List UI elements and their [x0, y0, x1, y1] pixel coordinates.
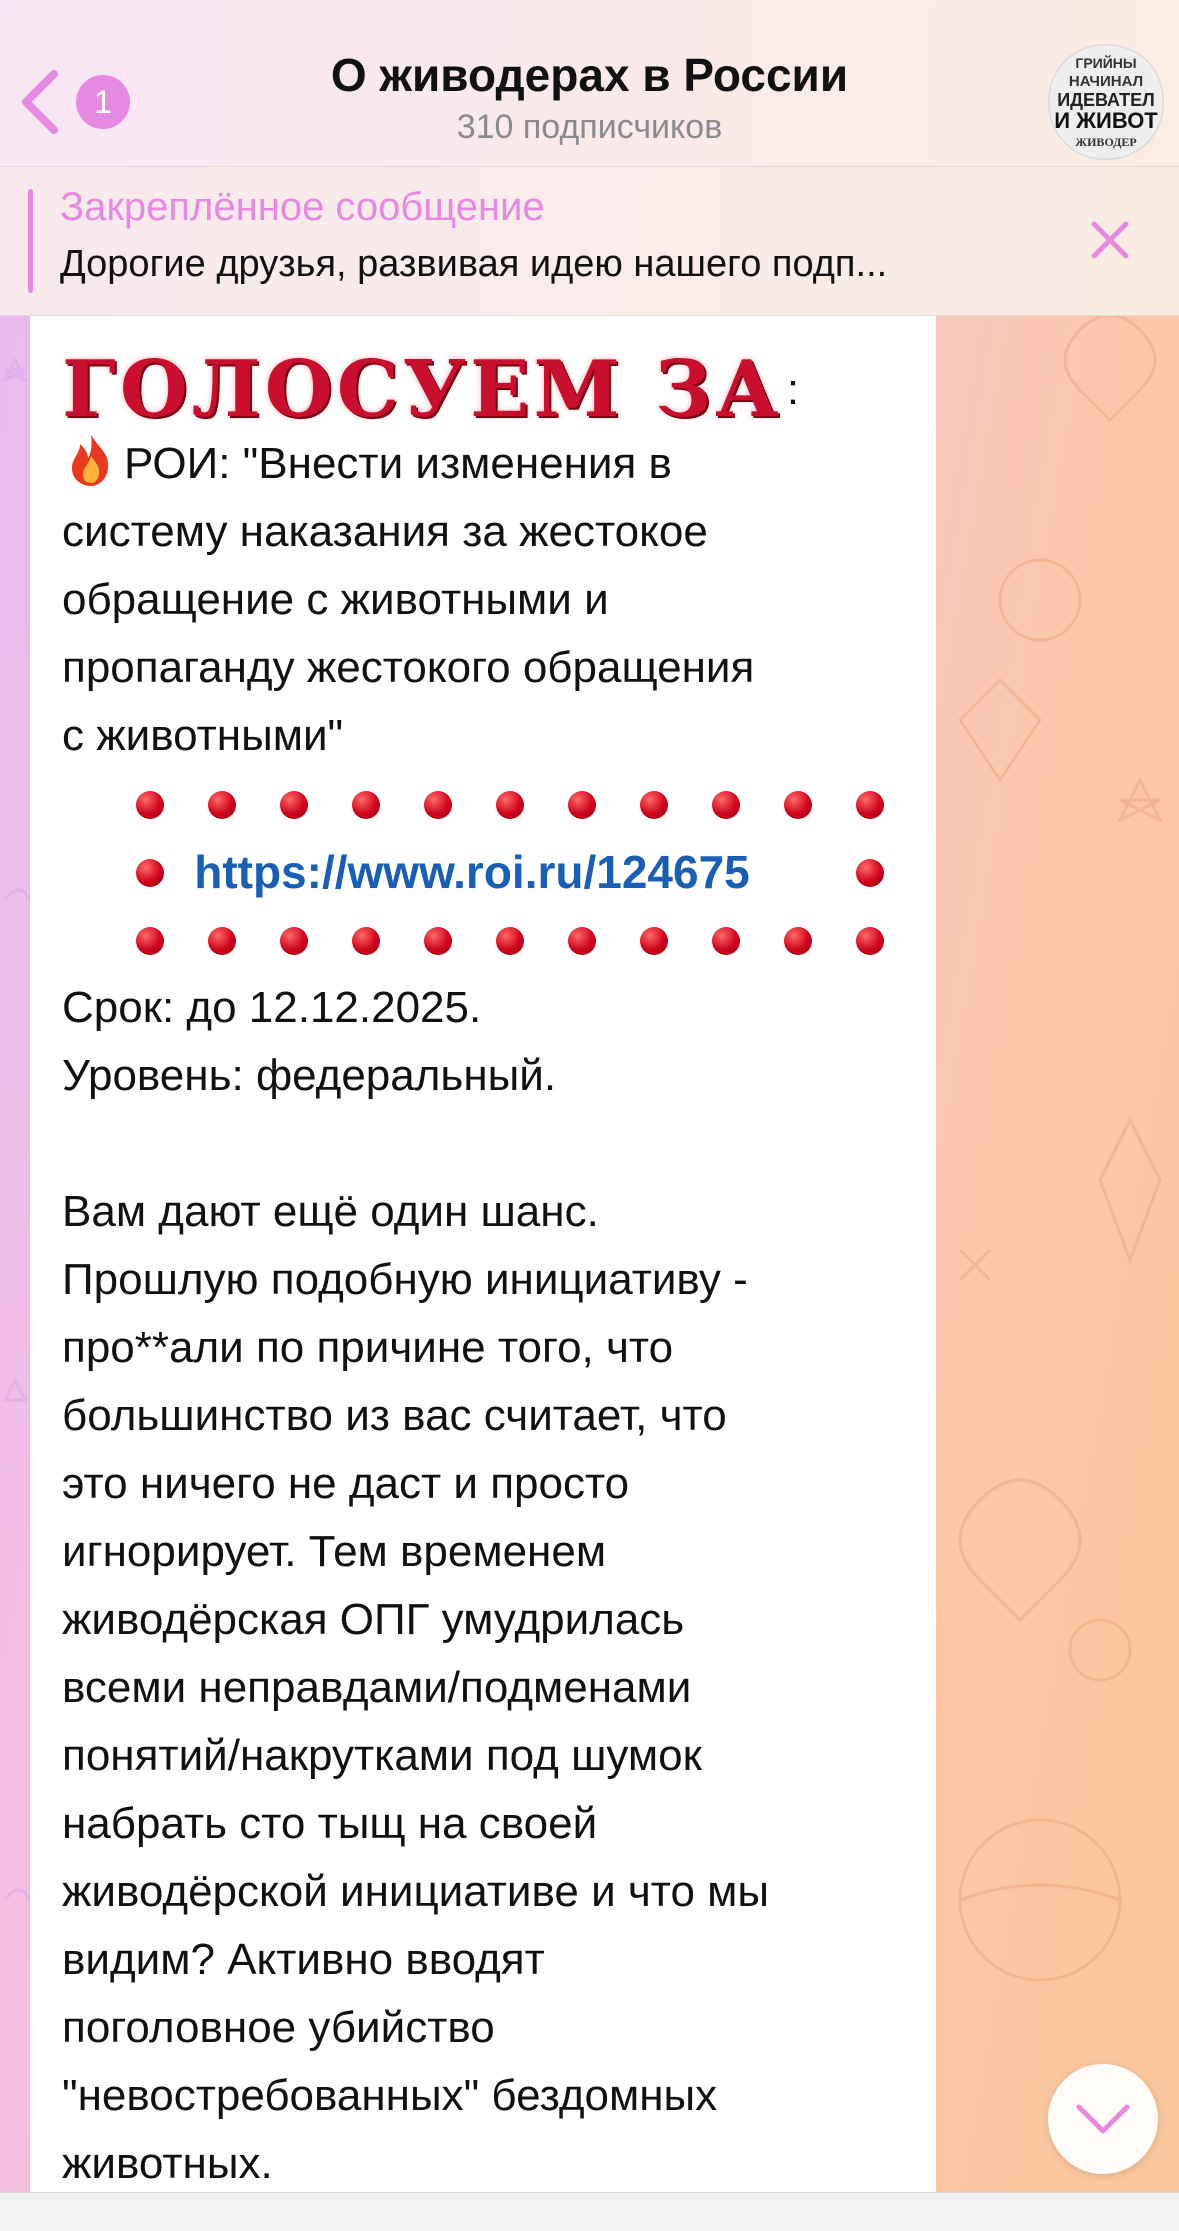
body-line: поголовное убийство [62, 2003, 495, 2052]
intro-line: систему наказания за жестокое [62, 507, 708, 556]
dot [424, 791, 452, 819]
dot [568, 791, 596, 819]
chat-title[interactable]: О живодерах в России [330, 49, 849, 101]
dot [496, 927, 524, 955]
channel-avatar[interactable] [1048, 44, 1164, 160]
avatar-line-2: НАЧИНАЛ [1068, 73, 1144, 90]
dot [496, 791, 524, 819]
body-line: всеми неправдами/подменами [62, 1663, 692, 1712]
dot [136, 791, 164, 819]
bottom-bar [0, 2192, 1179, 2231]
blank-line [62, 1110, 932, 1178]
dot [856, 859, 884, 887]
intro-line-text: РОИ: "Внести изменения в [124, 439, 672, 488]
body-line: набрать сто тыщ на своей [62, 1799, 598, 1848]
dot [136, 927, 164, 955]
pinned-title: Закреплённое сообщение [60, 185, 545, 229]
close-icon[interactable] [1086, 216, 1134, 264]
level-text: Уровень: федеральный. [62, 1051, 557, 1100]
body-line: видим? Активно вводят [62, 1935, 545, 1984]
pinned-accent-line [28, 189, 33, 293]
message-bubble [30, 316, 936, 2192]
decorative-dots-bottom [62, 906, 932, 974]
dot [712, 791, 740, 819]
dot [280, 791, 308, 819]
chevron-down-icon [1073, 2099, 1133, 2139]
chat-header [0, 0, 1179, 167]
dot [640, 927, 668, 955]
dot [640, 791, 668, 819]
avatar-image [1050, 46, 1162, 158]
dot [280, 927, 308, 955]
body-line: животных. [62, 2139, 273, 2188]
avatar-line-5: ЖИВОДЕР [1075, 135, 1137, 149]
avatar-line-1: ГРИЙНЫ [1075, 55, 1137, 71]
dot [208, 791, 236, 819]
dot [352, 791, 380, 819]
dot [208, 927, 236, 955]
deadline-text: Срок: до 12.12.2025. [62, 983, 482, 1032]
pinned-preview: Дорогие друзья, развивая идею нашего подп... [60, 243, 888, 285]
vote-heading-colon: : [786, 365, 800, 414]
intro-line: обращение с животными и [62, 575, 609, 624]
avatar-line-3: ИДЕВАТЕЛ [1057, 90, 1155, 110]
decorative-dots-top [62, 770, 932, 838]
dot [784, 791, 812, 819]
dot [856, 927, 884, 955]
intro-line: пропаганду жестокого обращения [62, 643, 755, 692]
body-line: Прошлую подобную инициативу - [62, 1255, 748, 1304]
scroll-to-bottom-button[interactable] [1048, 2064, 1158, 2174]
dot [784, 927, 812, 955]
vote-heading-art: ГОЛОСУЕМ ЗА [62, 344, 783, 435]
body-line: про**али по причине того, что [62, 1323, 674, 1372]
link-row [62, 838, 932, 906]
body-line: игнорирует. Тем временем [62, 1527, 607, 1576]
dot [856, 791, 884, 819]
dot [424, 927, 452, 955]
intro-line [62, 430, 932, 498]
subscriber-count: 310 подписчиков [456, 108, 723, 146]
roi-link[interactable]: https://www.roi.ru/124675 [194, 846, 750, 898]
body-line: понятий/накрутками под шумок [62, 1731, 702, 1780]
dot [568, 927, 596, 955]
message-text [62, 344, 932, 2192]
vote-heading-row [62, 344, 932, 435]
body-line: живодёрской инициативе и что мы [62, 1867, 770, 1916]
body-line: это ничего не даст и просто [62, 1459, 630, 1508]
avatar-line-4: И ЖИВОТ [1054, 108, 1158, 133]
dot [352, 927, 380, 955]
intro-line: с животными" [62, 711, 344, 760]
unread-badge: 1 [76, 75, 130, 129]
body-line: "невостребованных" бездомных [62, 2071, 718, 2120]
body-line: большинство из вас считает, что [62, 1391, 727, 1440]
pinned-message-bar[interactable] [0, 167, 1179, 316]
dot [712, 927, 740, 955]
fire-icon [62, 430, 120, 488]
body-line: Вам дают ещё один шанс. [62, 1187, 599, 1236]
body-line: живодёрская ОПГ умудрилась [62, 1595, 685, 1644]
